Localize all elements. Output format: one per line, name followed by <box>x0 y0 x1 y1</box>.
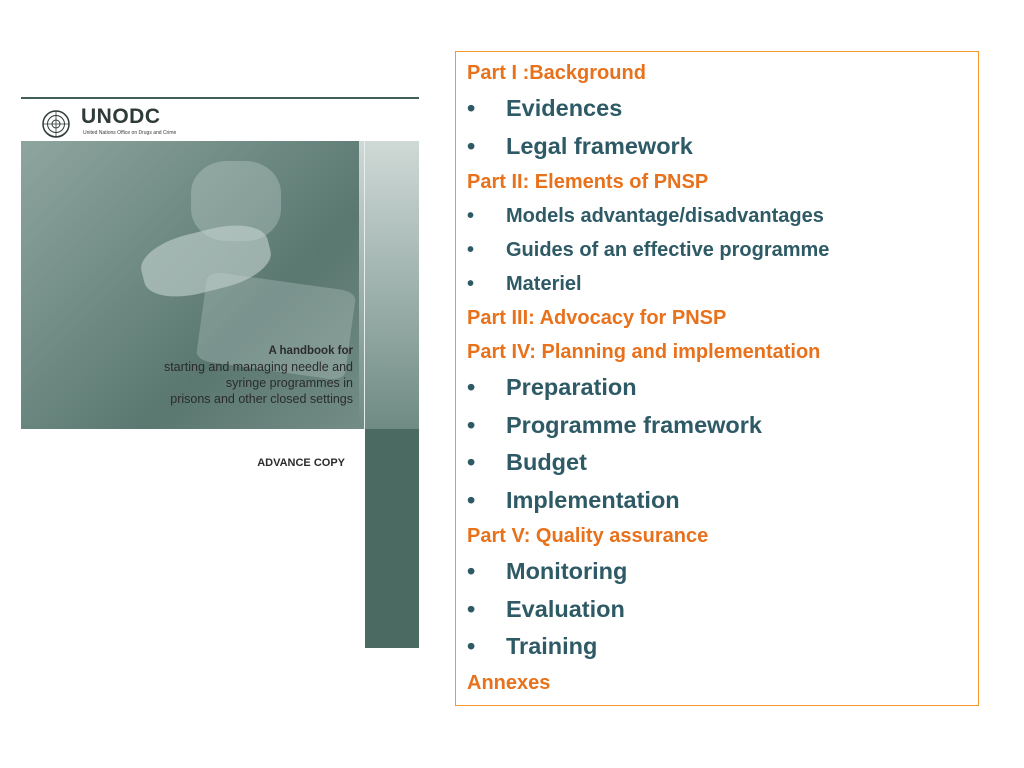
bullet-icon: • <box>467 449 476 475</box>
photo-right-band <box>359 141 419 429</box>
part-heading: Part II: Elements of PNSP <box>467 171 709 193</box>
list-item <box>467 233 970 267</box>
list-item-text: Implementation <box>506 486 680 513</box>
bullet-icon: • <box>467 633 476 659</box>
list-item-text: Materiel <box>506 273 582 295</box>
cover-subtitle-line: prisons and other closed settings <box>170 392 353 406</box>
bullet-icon: • <box>467 132 476 159</box>
list-item <box>467 628 970 666</box>
list-item <box>467 591 970 629</box>
list-item <box>467 407 970 445</box>
list-item <box>467 199 970 233</box>
cover-header <box>21 99 419 141</box>
org-full-name: United Nations Office on Drugs and Crime <box>83 130 177 136</box>
contents-list <box>467 56 970 700</box>
bullet-icon: • <box>467 595 476 622</box>
list-item-text: Budget <box>506 449 587 475</box>
org-acronym: UNODC <box>81 105 161 128</box>
list-item <box>467 90 970 128</box>
bullet-icon: • <box>467 374 476 400</box>
list-item-text: Monitoring <box>506 558 628 584</box>
list-item <box>467 267 970 301</box>
un-emblem-icon <box>41 109 71 139</box>
part-heading: Part V: Quality assurance <box>467 525 709 547</box>
cover-subtitle-line: syringe programmes in <box>225 376 353 390</box>
list-item-text: Preparation <box>506 374 637 400</box>
cover-subtitle-line: starting and managing needle and <box>163 360 353 374</box>
part-heading: Annexes <box>467 671 551 694</box>
list-item-text: Guides of an effective programme <box>506 239 830 261</box>
list-item <box>467 369 970 407</box>
part-heading: Part IV: Planning and implementation <box>467 341 821 363</box>
bullet-icon: • <box>467 273 475 295</box>
bullet-icon: • <box>467 95 476 121</box>
cover-title-block <box>33 343 353 407</box>
list-item-text: Evidences <box>506 95 623 121</box>
list-item <box>467 128 970 166</box>
cover-lead: A handbook for <box>268 345 353 357</box>
list-item-text: Programme framework <box>506 411 762 438</box>
part-heading: Part III: Advocacy for PNSP <box>467 307 727 329</box>
list-item <box>467 444 970 482</box>
bullet-icon: • <box>467 411 476 438</box>
list-item-text: Models advantage/disadvantages <box>506 205 824 227</box>
bullet-icon: • <box>467 486 476 513</box>
cover-edition: ADVANCE COPY <box>257 457 345 469</box>
list-item-text: Evaluation <box>506 595 625 622</box>
part-heading: Part I :Background <box>467 62 646 84</box>
contents-box <box>455 51 979 706</box>
bullet-icon: • <box>467 205 475 227</box>
cover-side-bar <box>365 429 419 648</box>
list-item <box>467 553 970 591</box>
bullet-icon: • <box>467 239 475 261</box>
list-item-text: Legal framework <box>506 132 693 159</box>
list-item <box>467 482 970 520</box>
photo-divider <box>364 141 365 429</box>
photo-packet-shape <box>191 161 281 241</box>
list-item-text: Training <box>506 633 598 659</box>
handbook-cover <box>21 97 419 648</box>
bullet-icon: • <box>467 558 476 584</box>
